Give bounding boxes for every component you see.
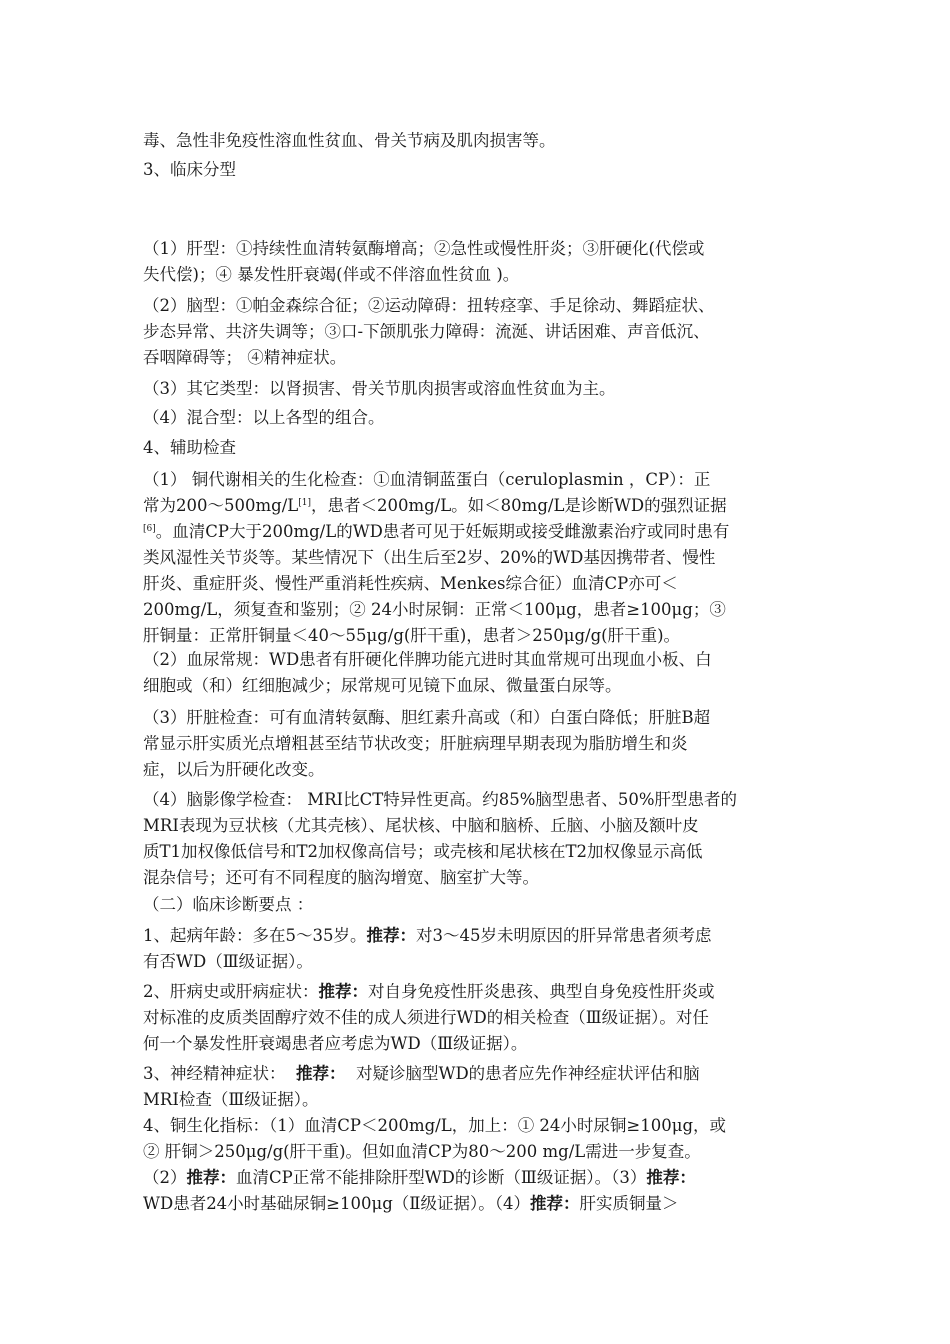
neuro-text-b: 对疑诊脑型WD的患者应先作神经症状评估和脑 [345,1064,700,1083]
paragraph-brain-type [143,293,803,371]
liver-line-2: 常显示肝实质光点增粗甚至结节状改变；肝脏病理早期表现为脂肪增生和炎 [143,734,688,753]
biochem-text-3a: （2） [143,1168,187,1187]
recommendation-label: 推荐： [646,1168,696,1187]
biochem-text-4a: WD患者24小时基础尿铜≥100μg（Ⅱ级证据）。（4） [143,1194,531,1213]
hepatic-line-1: （1）肝型：①持续性血清转氨酶增高；②急性或慢性肝炎；③肝硬化(代偿或 [143,239,705,258]
imaging-line-4: 混杂信号；还可有不同程度的脑沟增宽、脑室扩大等。 [143,868,539,887]
paragraph-other-type: （3）其它类型：以肾损害、骨关节肌肉损害或溶血性贫血为主。 [143,379,616,398]
blood-line-1: （2）血尿常规：WD患者有肝硬化伴脾功能亢进时其血常规可出现血小板、白 [143,650,712,669]
paragraph-copper-biochem [143,1113,803,1217]
copper-line-1: （1） 铜代谢相关的生化检查：①血清铜蓝蛋白（ceruloplasmin ，CP）：正 [143,470,711,489]
liverhist-line-3: 何一个暴发性肝衰竭患者应考虑为WD（Ⅲ级证据）。 [143,1034,528,1053]
copper-line-2 [143,493,803,519]
blood-line-2: 细胞或（和）红细胞减少；尿常规可见镜下血尿、微量蛋白尿等。 [143,676,622,695]
paragraph-onset-age [143,923,803,975]
liverhist-line-1 [143,979,803,1005]
paragraph-intro-continuation: 毒、急性非免疫性溶血性贫血、骨关节病及肌肉损害等。 [143,131,556,150]
copper-line-2a: 常为200～500mg/L [143,496,299,515]
liver-line-3: 症，以后为肝硬化改变。 [143,760,325,779]
biochem-line-2: ② 肝铜＞250μg/g(肝干重)。但如血清CP为80～200 mg/L需进一步复查。 [143,1142,701,1161]
imaging-line-2: MRI表现为豆状核（尤其壳核）、尾状核、中脑和脑桥、丘脑、小脑及额叶皮 [143,816,699,835]
recommendation-label: 推荐： [530,1194,580,1213]
heading-diagnosis-points: （二）临床诊断要点 ： [143,895,314,914]
heading-clinical-classification: 3、临床分型 [143,160,236,179]
paragraph-mixed-type: （4）混合型：以上各型的组合。 [143,408,385,427]
neuro-line-1 [143,1061,803,1087]
liverhist-line-2: 对标准的皮质类固醇疗效不佳的成人须进行WD的相关检查（Ⅲ级证据）。对任 [143,1008,709,1027]
recommendation-label: 推荐： [366,926,416,945]
biochem-line-4 [143,1191,803,1217]
paragraph-brain-imaging [143,787,803,891]
copper-line-3 [143,519,803,545]
biochem-text-3b: 血清CP正常不能排除肝型WD的诊断（Ⅲ级证据）。（3） [236,1168,647,1187]
recommendation-label: 推荐： [186,1168,236,1187]
biochem-line-1: 4、铜生化指标：（1）血清CP＜200mg/L，加上：① 24小时尿铜≥100μg，或 [143,1116,727,1135]
age-text-b: 对3～45岁未明原因的肝异常患者须考虑 [416,926,712,945]
reference-6: [6] [143,524,156,534]
age-line-1 [143,923,803,949]
paragraph-liver-history [143,979,803,1057]
biochem-line-3 [143,1165,803,1191]
copper-line-5: 肝炎、重症肝炎、慢性严重消耗性疾病、Menkes综合征）血清CP亦可＜ [143,574,678,593]
biochem-text-4b: 肝实质铜量＞ [579,1194,679,1213]
recommendation-label: 推荐： [296,1064,346,1083]
brain-line-3: 吞咽障碍等； ④精神症状。 [143,348,347,367]
paragraph-hepatic-type [143,236,803,288]
reference-1: [1] [298,498,311,508]
copper-line-6: 200mg/L，须复查和鉴别；② 24小时尿铜：正常＜100μg，患者≥100μg；③ [143,600,726,619]
copper-line-7: 肝铜量：正常肝铜量＜40～55μg/g(肝干重)，患者＞250μg/g(肝干重)。 [143,626,681,645]
age-line-2: 有否WD（Ⅲ级证据）。 [143,952,313,971]
heading-auxiliary-exam: 4、辅助检查 [143,438,236,457]
imaging-line-1: （4）脑影像学检查： MRI比CT特异性更高。约85%脑型患者、50%肝型患者的 [143,790,738,809]
copper-line-3-text: 。血清CP大于200mg/L的WD患者可见于妊娠期或接受雌激素治疗或同时患有 [155,522,730,541]
imaging-line-3: 质T1加权像低信号和T2加权像高信号；或壳核和尾状核在T2加权像显示高低 [143,842,703,861]
brain-line-2: 步态异常、共济失调等；③口-下颌肌张力障碍：流涎、讲话困难、声音低沉、 [143,322,710,341]
neuro-line-2: MRI检查（Ⅲ级证据）。 [143,1090,319,1109]
copper-line-4: 类风湿性关节炎等。某些情况下（出生后至2岁、20%的WD基因携带者、慢性 [143,548,716,567]
liver-line-1: （3）肝脏检查：可有血清转氨酶、胆红素升高或（和）白蛋白降低；肝脏B超 [143,708,711,727]
paragraph-neuro-symptoms [143,1061,803,1113]
liverhist-text-a: 2、肝病史或肝病症状： [143,982,319,1001]
paragraph-liver-exam [143,705,803,783]
recommendation-label: 推荐： [318,982,368,1001]
copper-line-2b: ，患者＜200mg/L。如＜80mg/L是诊断WD的强烈证据 [310,496,727,515]
hepatic-line-2: 失代偿)；④ 暴发性肝衰竭(伴或不伴溶血性贫血 )。 [143,265,520,284]
age-text-a: 1、起病年龄：多在5～35岁。 [143,926,367,945]
neuro-text-a: 3、神经精神症状： [143,1064,296,1083]
liverhist-text-b: 对自身免疫性肝炎患孩、典型自身免疫性肝炎或 [368,982,715,1001]
brain-line-1: （2）脑型：①帕金森综合征；②运动障碍：扭转痉挛、手足徐动、舞蹈症状、 [143,296,715,315]
paragraph-blood-urine-routine [143,647,803,699]
paragraph-copper-metabolism [143,467,803,649]
